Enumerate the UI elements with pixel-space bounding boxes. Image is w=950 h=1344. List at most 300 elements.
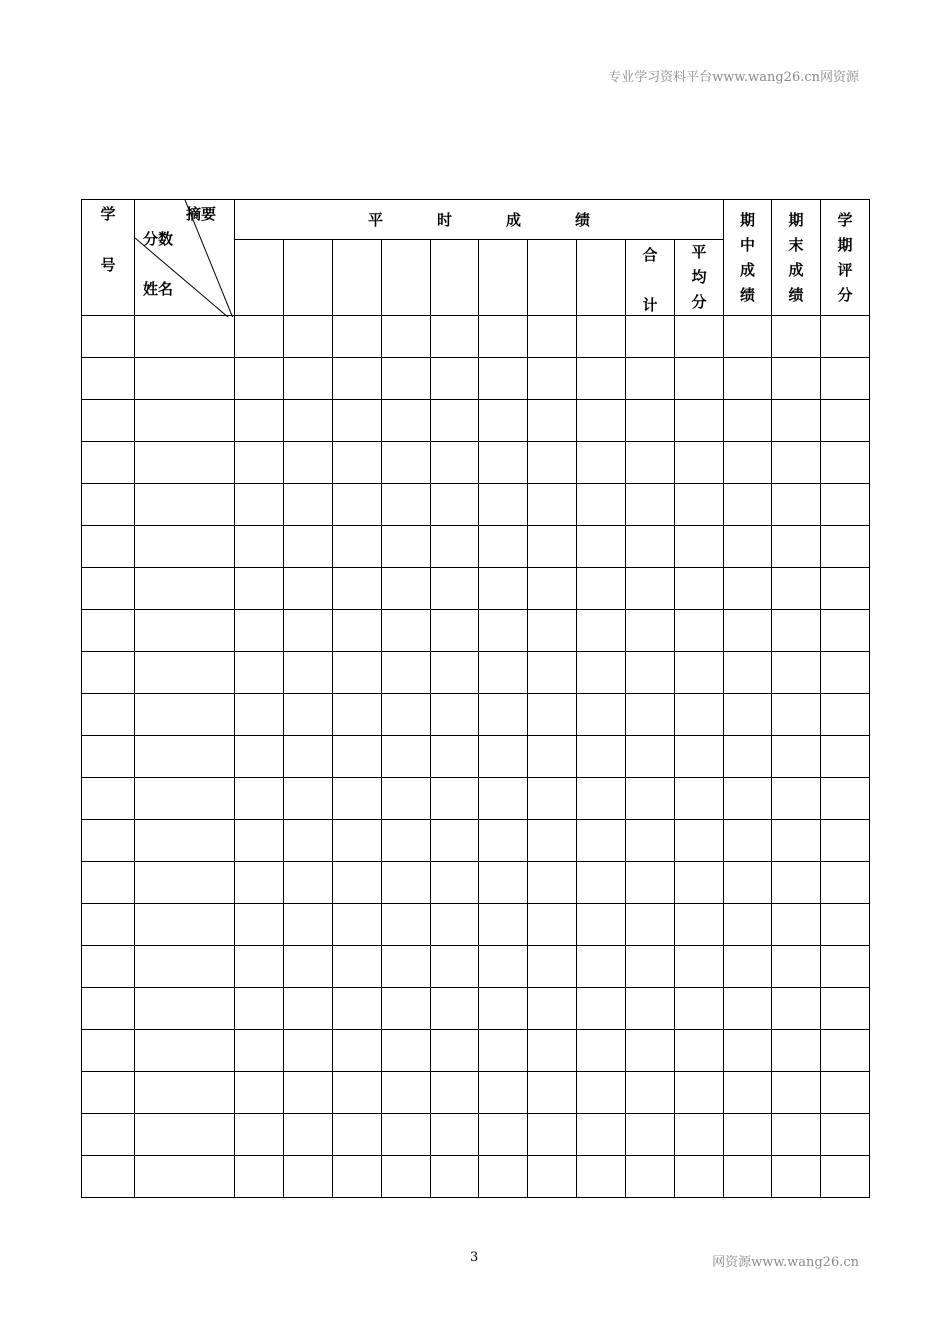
table-cell[interactable]: [135, 820, 235, 862]
table-cell[interactable]: [528, 1030, 577, 1072]
table-cell[interactable]: [284, 610, 333, 652]
table-cell[interactable]: [724, 778, 772, 820]
table-cell[interactable]: [135, 610, 235, 652]
table-cell[interactable]: [82, 484, 135, 526]
table-cell[interactable]: [431, 778, 479, 820]
table-cell[interactable]: [724, 484, 772, 526]
table-cell[interactable]: [382, 400, 431, 442]
table-cell[interactable]: [333, 946, 382, 988]
table-cell[interactable]: [821, 610, 870, 652]
table-cell[interactable]: [135, 1030, 235, 1072]
table-cell[interactable]: [135, 904, 235, 946]
table-cell[interactable]: [577, 400, 626, 442]
table-cell[interactable]: [333, 1156, 382, 1198]
table-cell[interactable]: [382, 358, 431, 400]
table-cell[interactable]: [284, 1156, 333, 1198]
table-cell[interactable]: [626, 400, 675, 442]
table-cell[interactable]: [821, 1114, 870, 1156]
table-cell[interactable]: [577, 358, 626, 400]
table-cell[interactable]: [577, 652, 626, 694]
table-cell[interactable]: [333, 526, 382, 568]
table-cell[interactable]: [772, 358, 821, 400]
table-cell[interactable]: [431, 442, 479, 484]
table-cell[interactable]: [577, 1114, 626, 1156]
table-cell[interactable]: [675, 904, 724, 946]
table-cell[interactable]: [382, 904, 431, 946]
table-cell[interactable]: [772, 484, 821, 526]
table-cell[interactable]: [528, 694, 577, 736]
table-cell[interactable]: [431, 736, 479, 778]
table-cell[interactable]: [284, 1072, 333, 1114]
table-cell[interactable]: [724, 1072, 772, 1114]
table-cell[interactable]: [675, 316, 724, 358]
table-cell[interactable]: [724, 862, 772, 904]
table-cell[interactable]: [135, 484, 235, 526]
table-cell[interactable]: [577, 442, 626, 484]
table-cell[interactable]: [235, 484, 284, 526]
table-cell[interactable]: [82, 526, 135, 568]
table-cell[interactable]: [724, 442, 772, 484]
table-cell[interactable]: [333, 568, 382, 610]
table-cell[interactable]: [479, 358, 528, 400]
table-cell[interactable]: [382, 526, 431, 568]
table-cell[interactable]: [479, 1114, 528, 1156]
table-cell[interactable]: [626, 484, 675, 526]
table-cell[interactable]: [724, 400, 772, 442]
table-cell[interactable]: [772, 1030, 821, 1072]
table-cell[interactable]: [675, 610, 724, 652]
table-cell[interactable]: [724, 736, 772, 778]
table-cell[interactable]: [772, 1156, 821, 1198]
table-cell[interactable]: [333, 988, 382, 1030]
table-cell[interactable]: [772, 736, 821, 778]
table-cell[interactable]: [284, 568, 333, 610]
table-cell[interactable]: [382, 316, 431, 358]
table-cell[interactable]: [528, 1072, 577, 1114]
table-cell[interactable]: [479, 442, 528, 484]
table-cell[interactable]: [821, 1156, 870, 1198]
table-cell[interactable]: [235, 316, 284, 358]
table-cell[interactable]: [675, 988, 724, 1030]
table-cell[interactable]: [235, 904, 284, 946]
table-cell[interactable]: [235, 442, 284, 484]
table-cell[interactable]: [135, 358, 235, 400]
table-cell[interactable]: [333, 652, 382, 694]
table-cell[interactable]: [577, 694, 626, 736]
table-cell[interactable]: [431, 862, 479, 904]
table-cell[interactable]: [135, 568, 235, 610]
table-cell[interactable]: [333, 358, 382, 400]
table-cell[interactable]: [821, 400, 870, 442]
table-cell[interactable]: [479, 988, 528, 1030]
table-cell[interactable]: [626, 1156, 675, 1198]
table-cell[interactable]: [528, 736, 577, 778]
table-cell[interactable]: [772, 1072, 821, 1114]
table-cell[interactable]: [528, 400, 577, 442]
table-cell[interactable]: [333, 484, 382, 526]
table-cell[interactable]: [528, 316, 577, 358]
table-cell[interactable]: [431, 610, 479, 652]
table-cell[interactable]: [724, 988, 772, 1030]
table-cell[interactable]: [528, 1114, 577, 1156]
table-cell[interactable]: [821, 316, 870, 358]
table-cell[interactable]: [772, 610, 821, 652]
table-cell[interactable]: [528, 820, 577, 862]
table-cell[interactable]: [626, 568, 675, 610]
table-cell[interactable]: [772, 862, 821, 904]
table-cell[interactable]: [479, 736, 528, 778]
table-cell[interactable]: [135, 988, 235, 1030]
table-cell[interactable]: [626, 988, 675, 1030]
table-cell[interactable]: [479, 1072, 528, 1114]
table-cell[interactable]: [821, 988, 870, 1030]
table-cell[interactable]: [821, 1072, 870, 1114]
table-cell[interactable]: [235, 736, 284, 778]
table-cell[interactable]: [821, 442, 870, 484]
table-cell[interactable]: [626, 442, 675, 484]
table-cell[interactable]: [431, 988, 479, 1030]
table-cell[interactable]: [724, 904, 772, 946]
table-cell[interactable]: [431, 652, 479, 694]
table-cell[interactable]: [626, 736, 675, 778]
table-cell[interactable]: [724, 694, 772, 736]
table-cell[interactable]: [479, 1030, 528, 1072]
table-cell[interactable]: [82, 820, 135, 862]
table-cell[interactable]: [82, 862, 135, 904]
table-cell[interactable]: [772, 400, 821, 442]
table-cell[interactable]: [479, 778, 528, 820]
table-cell[interactable]: [821, 862, 870, 904]
table-cell[interactable]: [528, 652, 577, 694]
table-cell[interactable]: [333, 736, 382, 778]
table-cell[interactable]: [135, 442, 235, 484]
table-cell[interactable]: [479, 316, 528, 358]
table-cell[interactable]: [577, 568, 626, 610]
table-cell[interactable]: [431, 400, 479, 442]
table-cell[interactable]: [675, 1114, 724, 1156]
table-cell[interactable]: [675, 1156, 724, 1198]
table-cell[interactable]: [333, 820, 382, 862]
table-cell[interactable]: [82, 904, 135, 946]
table-cell[interactable]: [284, 400, 333, 442]
table-cell[interactable]: [333, 610, 382, 652]
table-cell[interactable]: [772, 316, 821, 358]
table-cell[interactable]: [528, 526, 577, 568]
table-cell[interactable]: [479, 1156, 528, 1198]
table-cell[interactable]: [235, 1030, 284, 1072]
table-cell[interactable]: [626, 610, 675, 652]
table-cell[interactable]: [431, 484, 479, 526]
table-cell[interactable]: [382, 736, 431, 778]
table-cell[interactable]: [772, 652, 821, 694]
table-cell[interactable]: [284, 694, 333, 736]
table-cell[interactable]: [626, 652, 675, 694]
table-cell[interactable]: [675, 946, 724, 988]
table-cell[interactable]: [675, 736, 724, 778]
table-cell[interactable]: [135, 316, 235, 358]
table-cell[interactable]: [528, 610, 577, 652]
table-cell[interactable]: [724, 820, 772, 862]
table-cell[interactable]: [333, 778, 382, 820]
table-cell[interactable]: [528, 778, 577, 820]
table-cell[interactable]: [626, 1114, 675, 1156]
table-cell[interactable]: [431, 1114, 479, 1156]
table-cell[interactable]: [724, 358, 772, 400]
table-cell[interactable]: [479, 400, 528, 442]
table-cell[interactable]: [821, 1030, 870, 1072]
table-cell[interactable]: [431, 946, 479, 988]
table-cell[interactable]: [528, 946, 577, 988]
table-cell[interactable]: [382, 610, 431, 652]
table-cell[interactable]: [382, 1156, 431, 1198]
table-cell[interactable]: [577, 1072, 626, 1114]
table-cell[interactable]: [382, 1030, 431, 1072]
table-cell[interactable]: [235, 820, 284, 862]
table-cell[interactable]: [821, 904, 870, 946]
table-cell[interactable]: [235, 358, 284, 400]
table-cell[interactable]: [284, 442, 333, 484]
table-cell[interactable]: [724, 1114, 772, 1156]
table-cell[interactable]: [82, 1072, 135, 1114]
table-cell[interactable]: [772, 946, 821, 988]
table-cell[interactable]: [333, 400, 382, 442]
table-cell[interactable]: [431, 358, 479, 400]
table-cell[interactable]: [235, 1156, 284, 1198]
table-cell[interactable]: [479, 652, 528, 694]
table-cell[interactable]: [821, 484, 870, 526]
table-cell[interactable]: [528, 1156, 577, 1198]
table-cell[interactable]: [135, 526, 235, 568]
table-cell[interactable]: [675, 442, 724, 484]
table-cell[interactable]: [724, 1156, 772, 1198]
table-cell[interactable]: [821, 736, 870, 778]
table-cell[interactable]: [82, 610, 135, 652]
table-cell[interactable]: [675, 694, 724, 736]
table-cell[interactable]: [82, 778, 135, 820]
table-cell[interactable]: [724, 610, 772, 652]
table-cell[interactable]: [333, 862, 382, 904]
table-cell[interactable]: [626, 778, 675, 820]
table-cell[interactable]: [772, 820, 821, 862]
table-cell[interactable]: [235, 610, 284, 652]
table-cell[interactable]: [382, 862, 431, 904]
table-cell[interactable]: [135, 862, 235, 904]
table-cell[interactable]: [675, 862, 724, 904]
table-cell[interactable]: [577, 988, 626, 1030]
table-cell[interactable]: [82, 946, 135, 988]
table-cell[interactable]: [772, 904, 821, 946]
table-cell[interactable]: [772, 988, 821, 1030]
table-cell[interactable]: [135, 946, 235, 988]
table-cell[interactable]: [675, 358, 724, 400]
table-cell[interactable]: [431, 694, 479, 736]
table-cell[interactable]: [675, 1030, 724, 1072]
table-cell[interactable]: [82, 988, 135, 1030]
table-cell[interactable]: [821, 568, 870, 610]
table-cell[interactable]: [431, 820, 479, 862]
table-cell[interactable]: [626, 1072, 675, 1114]
table-cell[interactable]: [675, 400, 724, 442]
table-cell[interactable]: [724, 526, 772, 568]
table-cell[interactable]: [479, 694, 528, 736]
table-cell[interactable]: [577, 610, 626, 652]
table-cell[interactable]: [675, 778, 724, 820]
table-cell[interactable]: [772, 526, 821, 568]
table-cell[interactable]: [82, 568, 135, 610]
table-cell[interactable]: [382, 1072, 431, 1114]
table-cell[interactable]: [431, 1030, 479, 1072]
table-cell[interactable]: [626, 694, 675, 736]
table-cell[interactable]: [284, 358, 333, 400]
table-cell[interactable]: [577, 1030, 626, 1072]
table-cell[interactable]: [675, 820, 724, 862]
table-cell[interactable]: [284, 988, 333, 1030]
table-cell[interactable]: [135, 1072, 235, 1114]
table-cell[interactable]: [82, 1030, 135, 1072]
table-cell[interactable]: [284, 778, 333, 820]
table-cell[interactable]: [382, 442, 431, 484]
table-cell[interactable]: [431, 568, 479, 610]
table-cell[interactable]: [577, 820, 626, 862]
table-cell[interactable]: [675, 568, 724, 610]
table-cell[interactable]: [382, 1114, 431, 1156]
table-cell[interactable]: [724, 568, 772, 610]
table-cell[interactable]: [772, 1114, 821, 1156]
table-cell[interactable]: [235, 1114, 284, 1156]
table-cell[interactable]: [431, 316, 479, 358]
table-cell[interactable]: [284, 820, 333, 862]
table-cell[interactable]: [577, 778, 626, 820]
table-cell[interactable]: [382, 568, 431, 610]
table-cell[interactable]: [675, 1072, 724, 1114]
table-cell[interactable]: [333, 1114, 382, 1156]
table-cell[interactable]: [382, 694, 431, 736]
table-cell[interactable]: [284, 526, 333, 568]
table-cell[interactable]: [821, 820, 870, 862]
table-cell[interactable]: [235, 1072, 284, 1114]
table-cell[interactable]: [724, 316, 772, 358]
table-cell[interactable]: [284, 736, 333, 778]
table-cell[interactable]: [135, 1156, 235, 1198]
table-cell[interactable]: [479, 526, 528, 568]
table-cell[interactable]: [479, 862, 528, 904]
table-cell[interactable]: [135, 400, 235, 442]
table-cell[interactable]: [235, 652, 284, 694]
table-cell[interactable]: [235, 988, 284, 1030]
table-cell[interactable]: [284, 484, 333, 526]
table-cell[interactable]: [821, 526, 870, 568]
table-cell[interactable]: [431, 1156, 479, 1198]
table-cell[interactable]: [528, 484, 577, 526]
table-cell[interactable]: [821, 694, 870, 736]
table-cell[interactable]: [626, 862, 675, 904]
table-cell[interactable]: [675, 526, 724, 568]
table-cell[interactable]: [284, 904, 333, 946]
table-cell[interactable]: [235, 526, 284, 568]
table-cell[interactable]: [724, 946, 772, 988]
table-cell[interactable]: [821, 652, 870, 694]
table-cell[interactable]: [382, 988, 431, 1030]
table-cell[interactable]: [577, 1156, 626, 1198]
table-cell[interactable]: [675, 484, 724, 526]
table-cell[interactable]: [333, 1030, 382, 1072]
table-cell[interactable]: [772, 568, 821, 610]
table-cell[interactable]: [382, 820, 431, 862]
table-cell[interactable]: [284, 946, 333, 988]
table-cell[interactable]: [821, 358, 870, 400]
table-cell[interactable]: [235, 568, 284, 610]
table-cell[interactable]: [479, 610, 528, 652]
table-cell[interactable]: [528, 568, 577, 610]
table-cell[interactable]: [135, 736, 235, 778]
table-cell[interactable]: [577, 526, 626, 568]
table-cell[interactable]: [772, 778, 821, 820]
table-cell[interactable]: [626, 820, 675, 862]
table-cell[interactable]: [626, 904, 675, 946]
table-cell[interactable]: [772, 442, 821, 484]
table-cell[interactable]: [82, 316, 135, 358]
table-cell[interactable]: [431, 1072, 479, 1114]
table-cell[interactable]: [479, 820, 528, 862]
table-cell[interactable]: [82, 400, 135, 442]
table-cell[interactable]: [528, 862, 577, 904]
table-cell[interactable]: [724, 652, 772, 694]
table-cell[interactable]: [528, 442, 577, 484]
table-cell[interactable]: [382, 484, 431, 526]
table-cell[interactable]: [479, 484, 528, 526]
table-cell[interactable]: [82, 1114, 135, 1156]
table-cell[interactable]: [577, 484, 626, 526]
table-cell[interactable]: [382, 778, 431, 820]
table-cell[interactable]: [284, 1114, 333, 1156]
table-cell[interactable]: [284, 652, 333, 694]
table-cell[interactable]: [284, 862, 333, 904]
table-cell[interactable]: [382, 652, 431, 694]
table-cell[interactable]: [382, 946, 431, 988]
table-cell[interactable]: [235, 694, 284, 736]
table-cell[interactable]: [577, 316, 626, 358]
table-cell[interactable]: [479, 568, 528, 610]
table-cell[interactable]: [82, 442, 135, 484]
table-cell[interactable]: [577, 736, 626, 778]
table-cell[interactable]: [577, 904, 626, 946]
table-cell[interactable]: [135, 694, 235, 736]
table-cell[interactable]: [333, 316, 382, 358]
table-cell[interactable]: [479, 904, 528, 946]
table-cell[interactable]: [82, 652, 135, 694]
table-cell[interactable]: [82, 694, 135, 736]
table-cell[interactable]: [284, 1030, 333, 1072]
table-cell[interactable]: [333, 1072, 382, 1114]
table-cell[interactable]: [528, 358, 577, 400]
table-cell[interactable]: [82, 358, 135, 400]
table-cell[interactable]: [772, 694, 821, 736]
table-cell[interactable]: [724, 1030, 772, 1072]
table-cell[interactable]: [235, 400, 284, 442]
table-cell[interactable]: [82, 736, 135, 778]
table-cell[interactable]: [135, 778, 235, 820]
table-cell[interactable]: [235, 946, 284, 988]
table-cell[interactable]: [479, 946, 528, 988]
table-cell[interactable]: [431, 526, 479, 568]
table-cell[interactable]: [431, 904, 479, 946]
table-cell[interactable]: [333, 694, 382, 736]
table-cell[interactable]: [82, 1156, 135, 1198]
table-cell[interactable]: [626, 526, 675, 568]
table-cell[interactable]: [675, 652, 724, 694]
table-cell[interactable]: [626, 1030, 675, 1072]
table-cell[interactable]: [135, 652, 235, 694]
